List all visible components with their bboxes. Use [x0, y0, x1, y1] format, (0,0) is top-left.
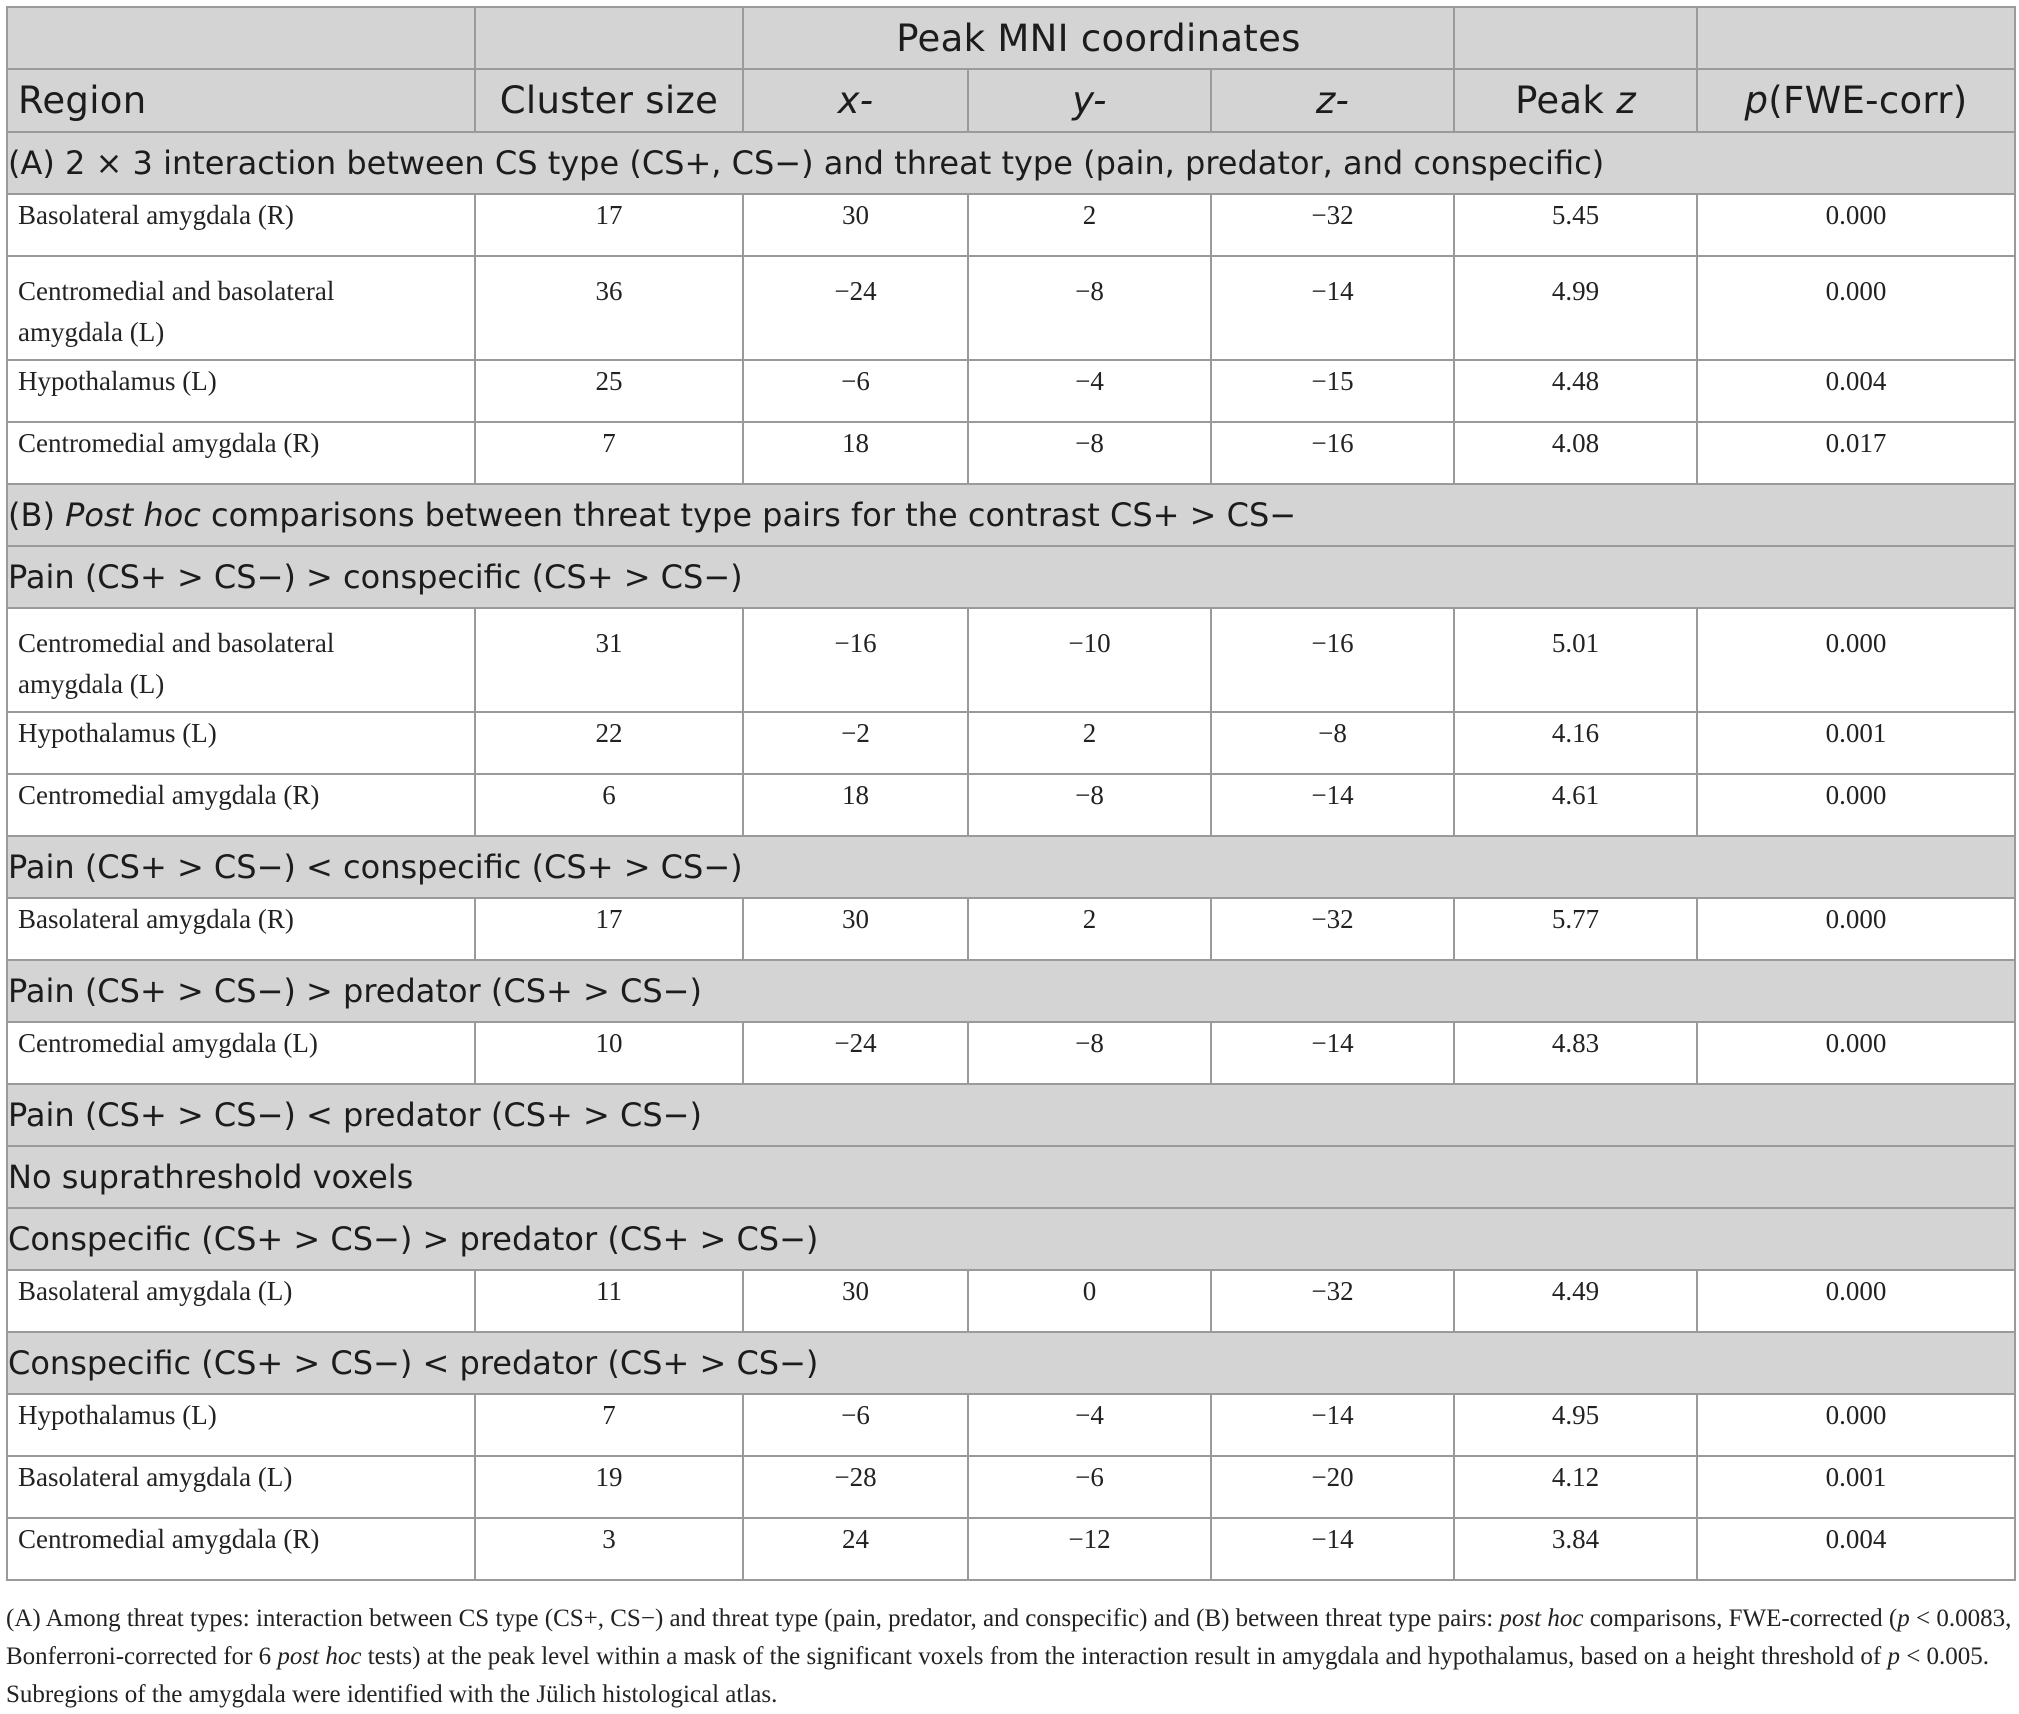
cell-x: 30 [743, 1270, 968, 1332]
cell-peak-z: 5.01 [1454, 608, 1697, 712]
cell-y: 2 [968, 194, 1211, 256]
column-header-cluster-size: Cluster size [475, 69, 743, 132]
cell-peak-z: 3.84 [1454, 1518, 1697, 1580]
cell-y: 0 [968, 1270, 1211, 1332]
cell-region: Centromedial amygdala (R) [7, 1518, 475, 1580]
header-blank [1697, 7, 2015, 69]
table-row [7, 360, 2015, 422]
header-peak-mni: Peak MNI coordinates [743, 7, 1454, 69]
cell-region: Centromedial and basolateral amygdala (L) [7, 608, 475, 712]
section-title: Pain (CS+ > CS−) < predator (CS+ > CS−) [7, 1084, 2015, 1146]
cell-region: Basolateral amygdala (L) [7, 1456, 475, 1518]
cell-region: Basolateral amygdala (R) [7, 898, 475, 960]
section-title: Pain (CS+ > CS−) > conspecific (CS+ > CS−) [7, 546, 2015, 608]
header-group-row [7, 7, 2015, 69]
cell-x: 18 [743, 422, 968, 484]
cell-z: −14 [1211, 1518, 1454, 1580]
cell-cluster-size: 7 [475, 422, 743, 484]
section-header-row [7, 132, 2015, 194]
cell-region: Centromedial amygdala (R) [7, 774, 475, 836]
cell-x: −16 [743, 608, 968, 712]
cell-z: −32 [1211, 1270, 1454, 1332]
cell-cluster-size: 31 [475, 608, 743, 712]
cell-x: 18 [743, 774, 968, 836]
cell-y: −4 [968, 1394, 1211, 1456]
cell-peak-z: 4.95 [1454, 1394, 1697, 1456]
cell-x: 24 [743, 1518, 968, 1580]
section-header-row [7, 1084, 2015, 1146]
cell-region: Hypothalamus (L) [7, 360, 475, 422]
cell-region: Basolateral amygdala (R) [7, 194, 475, 256]
cell-peak-z: 4.08 [1454, 422, 1697, 484]
cell-y: −12 [968, 1518, 1211, 1580]
section-header-row [7, 546, 2015, 608]
cell-p-fwe: 0.000 [1697, 1394, 2015, 1456]
cell-x: 30 [743, 898, 968, 960]
table-footnote: (A) Among threat types: interaction between CS type (CS+, CS−) and threat type (pain, predator, and conspecific) and (B) between threat type pairs: post hoc comparisons, FWE-corrected (p < 0.0083, Bonferroni-corrected for 6 post hoc tests) at the peak level within a mask of the significant voxels from the interaction result in amygdala and hypothalamus, based on a height threshold of p < 0.005. Subregions of the amygdala were identified with the Jülich histological atlas. [6, 1605, 2012, 1708]
cell-z: −16 [1211, 608, 1454, 712]
cell-z: −16 [1211, 422, 1454, 484]
cell-peak-z: 5.77 [1454, 898, 1697, 960]
cell-y: −8 [968, 256, 1211, 360]
table-row [7, 898, 2015, 960]
table-row [7, 1394, 2015, 1456]
header-blank [1454, 7, 1697, 69]
cell-p-fwe: 0.000 [1697, 256, 2015, 360]
cell-peak-z: 4.16 [1454, 712, 1697, 774]
cell-p-fwe: 0.017 [1697, 422, 2015, 484]
cell-z: −32 [1211, 194, 1454, 256]
cell-cluster-size: 22 [475, 712, 743, 774]
cell-z: −20 [1211, 1456, 1454, 1518]
cell-x: −24 [743, 1022, 968, 1084]
section-title: Pain (CS+ > CS−) < conspecific (CS+ > CS−) [7, 836, 2015, 898]
cell-cluster-size: 7 [475, 1394, 743, 1456]
cell-z: −14 [1211, 1394, 1454, 1456]
table-row [7, 422, 2015, 484]
cell-peak-z: 4.61 [1454, 774, 1697, 836]
cell-x: −2 [743, 712, 968, 774]
table-row [7, 608, 2015, 712]
section-header-row [7, 1208, 2015, 1270]
cell-z: −14 [1211, 1022, 1454, 1084]
table-row [7, 1518, 2015, 1580]
cell-cluster-size: 36 [475, 256, 743, 360]
cell-x: −6 [743, 360, 968, 422]
section-title: No suprathreshold voxels [7, 1146, 2015, 1208]
cell-peak-z: 4.48 [1454, 360, 1697, 422]
header-blank [475, 7, 743, 69]
cell-y: −4 [968, 360, 1211, 422]
cell-region: Basolateral amygdala (L) [7, 1270, 475, 1332]
table-row [7, 774, 2015, 836]
cell-region: Hypothalamus (L) [7, 712, 475, 774]
cell-peak-z: 4.99 [1454, 256, 1697, 360]
cell-p-fwe: 0.000 [1697, 774, 2015, 836]
header-blank [7, 7, 475, 69]
section-header-row [7, 484, 2015, 546]
cell-y: 2 [968, 712, 1211, 774]
table-row [7, 712, 2015, 774]
column-header-x: x- [743, 69, 968, 132]
cell-cluster-size: 19 [475, 1456, 743, 1518]
cell-y: −8 [968, 1022, 1211, 1084]
cell-p-fwe: 0.000 [1697, 1022, 2015, 1084]
column-header-y: y- [968, 69, 1211, 132]
cell-p-fwe: 0.004 [1697, 1518, 2015, 1580]
cell-cluster-size: 17 [475, 898, 743, 960]
cell-y: −6 [968, 1456, 1211, 1518]
results-table [6, 6, 2016, 1581]
table-row [7, 256, 2015, 360]
cell-y: −10 [968, 608, 1211, 712]
table-row [7, 194, 2015, 256]
section-header-row [7, 1146, 2015, 1208]
cell-cluster-size: 6 [475, 774, 743, 836]
cell-p-fwe: 0.001 [1697, 1456, 2015, 1518]
section-title: Conspecific (CS+ > CS−) > predator (CS+ > CS−) [7, 1208, 2015, 1270]
section-title: (A) 2 × 3 interaction between CS type (CS+, CS−) and threat type (pain, predator, and conspecific) [7, 132, 2015, 194]
cell-cluster-size: 3 [475, 1518, 743, 1580]
section-title: Pain (CS+ > CS−) > predator (CS+ > CS−) [7, 960, 2015, 1022]
cell-p-fwe: 0.001 [1697, 712, 2015, 774]
table-row [7, 1022, 2015, 1084]
cell-cluster-size: 25 [475, 360, 743, 422]
section-title: Conspecific (CS+ > CS−) < predator (CS+ > CS−) [7, 1332, 2015, 1394]
cell-region: Centromedial and basolateral amygdala (L) [7, 256, 475, 360]
cell-x: 30 [743, 194, 968, 256]
column-header-row [7, 69, 2015, 132]
section-header-row [7, 960, 2015, 1022]
cell-y: −8 [968, 422, 1211, 484]
cell-cluster-size: 17 [475, 194, 743, 256]
cell-z: −14 [1211, 256, 1454, 360]
cell-cluster-size: 10 [475, 1022, 743, 1084]
cell-region: Hypothalamus (L) [7, 1394, 475, 1456]
cell-z: −15 [1211, 360, 1454, 422]
table-row [7, 1456, 2015, 1518]
cell-cluster-size: 11 [475, 1270, 743, 1332]
cell-region: Centromedial amygdala (R) [7, 422, 475, 484]
column-header-peak-z: Peak z [1454, 69, 1697, 132]
cell-peak-z: 4.12 [1454, 1456, 1697, 1518]
column-header-p-fwe: p(FWE-corr) [1697, 69, 2015, 132]
cell-p-fwe: 0.000 [1697, 898, 2015, 960]
cell-x: −24 [743, 256, 968, 360]
cell-p-fwe: 0.000 [1697, 608, 2015, 712]
cell-z: −14 [1211, 774, 1454, 836]
section-header-row [7, 836, 2015, 898]
cell-z: −32 [1211, 898, 1454, 960]
cell-p-fwe: 0.000 [1697, 194, 2015, 256]
table-row [7, 1270, 2015, 1332]
cell-x: −6 [743, 1394, 968, 1456]
section-title: (B) Post hoc comparisons between threat type pairs for the contrast CS+ > CS− [7, 484, 2015, 546]
cell-peak-z: 5.45 [1454, 194, 1697, 256]
cell-z: −8 [1211, 712, 1454, 774]
cell-peak-z: 4.49 [1454, 1270, 1697, 1332]
column-header-z: z- [1211, 69, 1454, 132]
cell-p-fwe: 0.000 [1697, 1270, 2015, 1332]
cell-y: −8 [968, 774, 1211, 836]
cell-region: Centromedial amygdala (L) [7, 1022, 475, 1084]
cell-x: −28 [743, 1456, 968, 1518]
column-header-region: Region [7, 69, 475, 132]
section-header-row [7, 1332, 2015, 1394]
cell-y: 2 [968, 898, 1211, 960]
cell-peak-z: 4.83 [1454, 1022, 1697, 1084]
cell-p-fwe: 0.004 [1697, 360, 2015, 422]
